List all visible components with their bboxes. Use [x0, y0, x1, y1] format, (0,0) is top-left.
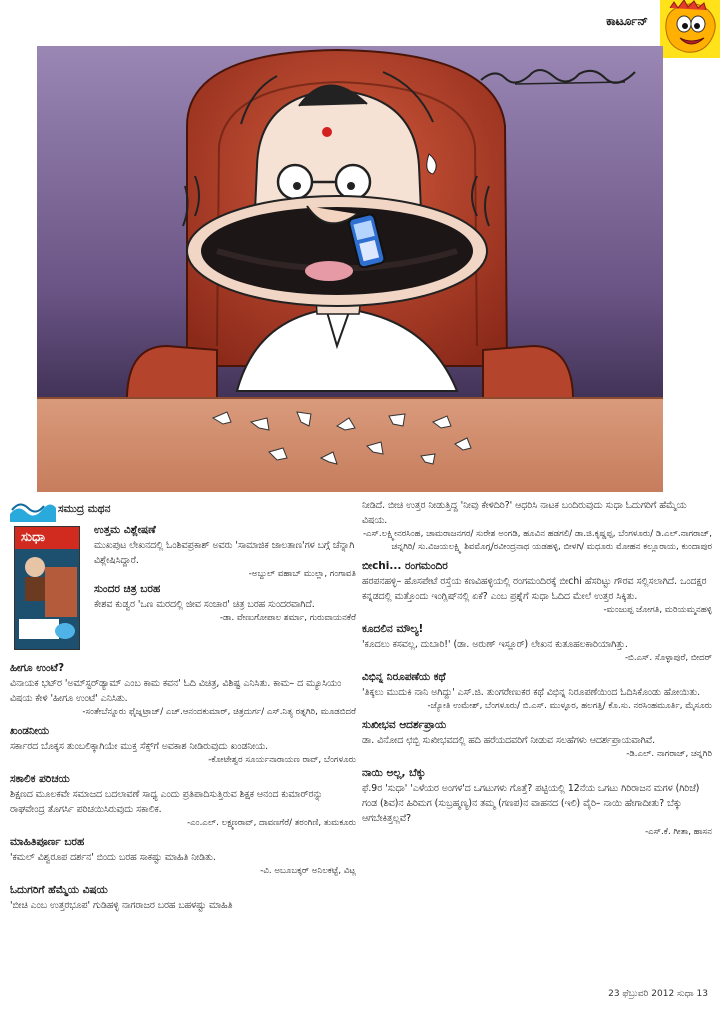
- letter-heading: ನಾಯಿ ಅಲ್ಲ, ಬೆಕ್ಕು: [362, 767, 426, 779]
- letter-heading: ಓದುಗರಿಗೆ ಹೆಮ್ಮೆಯ ವಿಷಯ: [10, 884, 108, 896]
- cartoonist-signature: [475, 60, 645, 90]
- letters-column-left: [10, 498, 356, 913]
- letter-body: ಡಾ. ವಿನೋದ ಛಬ್ಬಿ ಸುಖೀಭವದಲ್ಲಿ ಹದಿ ಹರೆಯದವರಿಗೆ ನೀಡುವ ಸಲಹೆಗಳು ಆದರ್ಶಪ್ರಾಯವಾಗಿವೆ.: [362, 735, 656, 746]
- cover-block: [10, 522, 356, 656]
- letter-heading: ಖಂಡನೀಯ: [10, 725, 50, 737]
- letter-body: ಶಿಕ್ಷಣದ ಮೂಲಕವೇ ಸಮಾಜದ ಬದಲಾವಣೆ ಸಾಧ್ಯ ಎಂದು ಪ್ರತಿಪಾದಿಸುತ್ತಿರುವ ಶಿಕ್ಷಕ ಆನಂದ ಕುಮಾರ್‌ರನ್ನು ರಾಘವೇಂದ್ರ ತೊಗರ್ಸಿ ಪರಿಚಯಿಸಿರುವುದು ಸಕಾಲಿಕ.: [10, 789, 323, 815]
- letter-body: 'ಕಮಲ್ ವಿಶ್ವರೂಪ ದರ್ಶನ' ಬಿಂದು ಬರಹ ಸಾಕಷ್ಟು ಮಾಹಿತಿ ನೀಡಿತು.: [10, 852, 216, 863]
- letter-signature: -ಎಸ್.ಕೆ. ಗೀತಾ, ಹಾಸನ: [645, 827, 712, 837]
- letter-body: ಮುಖಪುಟ ಲೇಖನದಲ್ಲಿ ಓಂಶಿವಪ್ರಕಾಶ್ ಅವರು 'ಸಾಮಾಜಿಕ ಜಾಲತಾಣ'ಗಳ ಬಗ್ಗೆ ಚೆನ್ನಾಗಿ ವಿಶ್ಲೇಷಿಸಿದ್ದಾರೆ.: [94, 540, 355, 566]
- letter-heading: ವಿಭಿನ್ನ ನಿರೂಪಣೆಯ ಕಥೆ: [362, 671, 446, 683]
- magazine-cover-thumbnail: [14, 526, 80, 650]
- letter-item: [10, 834, 356, 878]
- letter-item: [362, 669, 712, 713]
- letter-body: ಕೇಶವ ಕುಡ್ವರ 'ಒಣ ಮರದಲ್ಲಿ ಜೀವ ಸಂಚಾರ' ಚಿತ್ರ ಬರಹ ಸುಂದರವಾಗಿದೆ.: [94, 599, 315, 610]
- page-footer: 23 ಫೆಬ್ರುವರಿ 2012 ಸುಧಾ 13: [608, 989, 708, 999]
- letter-signature: -ಕೋಟೇಶ್ವರ ಸೂರ್ಯನಾರಾಯಣ ರಾವ್, ಬೆಂಗಳೂರು: [208, 755, 356, 765]
- letter-signature: -ಬಿ.ಎಸ್. ಸೊಳ್ಳಾಪುರೆ, ಬೀದರ್: [624, 653, 712, 663]
- letter-body: ಹರಪನಹಳ್ಳಿ– ಹೊಸಪೇಟೆ ರಸ್ತೆಯ ಕಣವಿಹಳ್ಳಿಯಲ್ಲಿ ರಂಗಮಂದಿರಕ್ಕೆ ಬೀchi ಹೆಸರಿಟ್ಟು ಗೌರವ ಸಲ್ಲಿಸಲಾಗಿದೆ. ಒಂದಕ್ಷರ ಕನ್ನಡದಲ್ಲಿ ಮತ್ತೊಂದು ಇಂಗ್ಲಿಷ್‌ನಲ್ಲಿ ಏಕೆ? ಎಂಬ ಪ್ರಶ್ನೆಗೆ ಸುಧಾ ಓದಿದ ಮೇಲೆ ಉತ್ತರ ಸಿಕ್ಕಿತು.: [362, 576, 707, 602]
- letter-item: [362, 717, 712, 761]
- column-badge: [10, 498, 356, 522]
- letter-signature: -ಡಿ.ಎಲ್. ನಾಗರಾಜ್, ಚನ್ನಗಿರಿ: [626, 749, 712, 759]
- letter-item: [94, 522, 356, 625]
- letter-body: 'ಕೂದಲು ಕಸವಲ್ಲ, ದುಬಾರಿ!' (ಡಾ. ಅರುಣ್ ಇಸ್ಲೂರ್) ಲೇಖನ ಕುತೂಹಲಕಾರಿಯಾಗಿತ್ತು.: [362, 639, 628, 650]
- letter-heading: ಸಕಾಲಿಕ ಪರಿಚಯ: [10, 773, 70, 785]
- letter-item: [10, 723, 356, 767]
- letter-heading: ಸುಖೀಭವ ಆದರ್ಶಪ್ರಾಯ: [362, 719, 447, 731]
- letter-body: ಸರ್ಕಾರದ ಬೊಕ್ಕಸ ತುಂಬಲಿಕ್ಕಾಗಿಯೇ ಮುಕ್ತ ಸೆಕ್ಸ್‌ಗೆ ಅವಕಾಶ ನೀಡಿರುವುದು ಖಂಡನೀಯ.: [10, 741, 269, 752]
- letter-item: [362, 498, 712, 554]
- cover-label: ಸುಧಾ: [21, 530, 46, 545]
- letter-heading: ಮಾಹಿತಿಪೂರ್ಣ ಬರಹ: [10, 836, 85, 848]
- letter-heading: ಕೂದಲಿನ ಮೌಲ್ಯ!: [362, 623, 424, 635]
- letter-heading: ಸುಂದರ ಚಿತ್ರ ಬರಹ: [94, 583, 161, 595]
- column-title: ಸಮುದ್ರ ಮಥನ: [58, 503, 111, 515]
- letter-item: [10, 660, 356, 719]
- letter-item: [10, 882, 356, 913]
- letter-body: 'ಬೀಚಿ ಎಂಬ ಉತ್ತರಭೂಪ' ಗುಡಿಹಳ್ಳಿ ನಾಗರಾಜರ ಬರಹ ಬಹಳಷ್ಟು ಮಾಹಿತಿ: [10, 900, 233, 911]
- letter-heading: ಬೀchi... ರಂಗಮಂದಿರ: [362, 560, 448, 572]
- letter-body: 'ತಿಕ್ಕಲು ಮುದುಕಿ ನಾನಿ ಅಗಿದ್ದು' ಎಸ್.ಜಿ. ತುಂಗರೇಣುಕರ ಕಥೆ ವಿಭಿನ್ನ ನಿರೂಪಣೆಯಿಂದ ಓದಿಸಿಕೊಂಡು ಹೋಯಿತು.: [362, 687, 701, 698]
- letter-signature: -ಎಂ.ಎಲ್. ಲಕ್ಷ್ಮಣರಾವ್, ದಾವಣಗೆರೆ/ ತರಂಗಿಣಿ, ತುಮಕೂರು: [187, 818, 356, 828]
- letter-signature: -ವಿ. ಅಬೂಬಕ್ಕರ್ ಅನಿಲಕಟ್ಟೆ, ವಿಟ್ಲ: [260, 866, 356, 876]
- letter-heading: ಹೀಗೂ ಉಂಟೆ?: [10, 662, 65, 674]
- letter-heading: ಉತ್ತಮ ವಿಶ್ಲೇಷಣೆ: [94, 524, 156, 536]
- letter-signature: -ಅಬ್ದುಲ್ ವಹಾಬ್ ಮುಲ್ಲಾ, ಗಂಗಾವತಿ: [248, 569, 356, 579]
- letter-item: [362, 558, 712, 617]
- section-title: ಕಾರ್ಟೂನ್: [606, 14, 648, 28]
- letter-body: ನೀಡಿದೆ. ಬೀಚಿ ಉತ್ತರ ನೀಡುತ್ತಿದ್ದ 'ನೀವು ಕೇಳಿದಿರಿ?' ಆಧರಿಸಿ ನಾಟಕ ಬಂದಿರುವುದು ಸುಧಾ ಓದುಗರಿಗೆ ಹೆಮ್ಮೆಯ ವಿಷಯ.: [362, 500, 687, 526]
- letter-body: ಫೆ.9ರ 'ಸುಧಾ' 'ಎಳೆಯರ ಅಂಗಳ'ದ ಒಗಟುಗಳು ಗೊತ್ತೆ? ಪಟ್ಟಿಯಲ್ಲಿ 12ನೆಯ ಒಗಟು ಗಿರಿರಾಜನ ಮಗಳ (ಗಿರಿಜೆ) ಗಂಡ (ಶಿವ)ನ ಹಿರಿಮಗ (ಸುಬ್ರಹ್ಮಣ್ಯ)ನ ತಮ್ಮ (ಗಣಪ)ನ ವಾಹನದ (ಇಲಿ) ವೈರಿ– ನಾಯಿ ಹೇಗಾದೀತು? ಬೆಕ್ಕು ಆಗಬೇಕಿತ್ತಲ್ಲವೆ?: [362, 783, 700, 824]
- letter-signature: -ಜ್ಯೋತಿ ಉಮೇಶ್, ಬೆಂಗಳೂರು/ ಬಿ.ಎಸ್. ಮುಳ್ಳೂರ, ಹಲಗತ್ತಿ/ ಕೊ.ಸು. ನರಸಿಂಹಮೂರ್ತಿ, ಮೈಸೂರು: [427, 701, 712, 711]
- letter-signature: -ಡಾ. ವೇಣುಗೋಪಾಲ ಶರ್ಮಾ, ಗುರುವಾಯನಕೆರೆ: [219, 613, 356, 623]
- page-header: [0, 0, 720, 48]
- cartoon-illustration: [37, 46, 663, 492]
- letter-signature: -ಸಂತೇಬೆನ್ನೂರು ಫೈಜ್ನಟ್ರಾಜ್/ ಎಚ್.ಆನಂದಕುಮಾರ್, ಚಿತ್ರದುರ್ಗ/ ಎಸ್.ನಿತ್ಯ ರತ್ನಗಿರಿ, ಮೂಡಬಿದರೆ: [82, 707, 356, 717]
- wave-logo-icon: [10, 498, 56, 522]
- cartoon-mascot-icon: [660, 0, 720, 58]
- letter-item: [362, 765, 712, 839]
- letters-column-right: [362, 498, 712, 839]
- letter-item: [10, 771, 356, 830]
- letter-item: [362, 621, 712, 665]
- letter-body: ವಿನಾಯಕ ಭಟ್‌ರ 'ಅಮ್‌ಸ್ಟರ್‌ಡ್ಯಾಮ್ ಎಂಬ ಕಾಮ ಕವನ' ಓದಿ ವಿಚಿತ್ರ, ವಿಶಿಷ್ಟ ಎನಿಸಿತು. ಕಾಮ– ದ ಮ್ಯೂಸಿಯಂ ವಿಷಯ ಕೇಳಿ 'ಹೀಗೂ ಉಂಟೆ' ಎನಿಸಿತು.: [10, 678, 342, 704]
- letter-signature: -ಮಂಜುಪ್ಪ ಜೋಗತಿ, ಮರಿಯಮ್ಮನಹಳ್ಳಿ: [603, 605, 712, 615]
- letter-signature: -ಎಸ್.ಲಕ್ಷ್ಮೀನರಸಿಂಹ, ಚಾಮರಾಜನಗರ/ ಸುರೇಶ ಅಂಗಡಿ, ಹೂವಿನ ಹಡಗಲಿ/ ಡಾ.ಜಿ.ಕೃಷ್ಣಪ್ಪ, ಬೆಂಗಳೂರು/ ಡಿ.ಎಲ್.ನಾಗರಾಜ್, ಚನ್ನಗಿರಿ/ ಸು.ವಿಜಯಲಕ್ಷ್ಮಿ ಶಿವಮೊಗ್ಗ/ರವೀಂದ್ರನಾಥ ಯಡಹಳ್ಳಿ, ಬೀಳಗಿ/ ಮಧೂರು ಮೋಹನ ಕಲ್ಲೂರಾಯ, ಕುಂದಾಪುರ: [362, 529, 712, 552]
